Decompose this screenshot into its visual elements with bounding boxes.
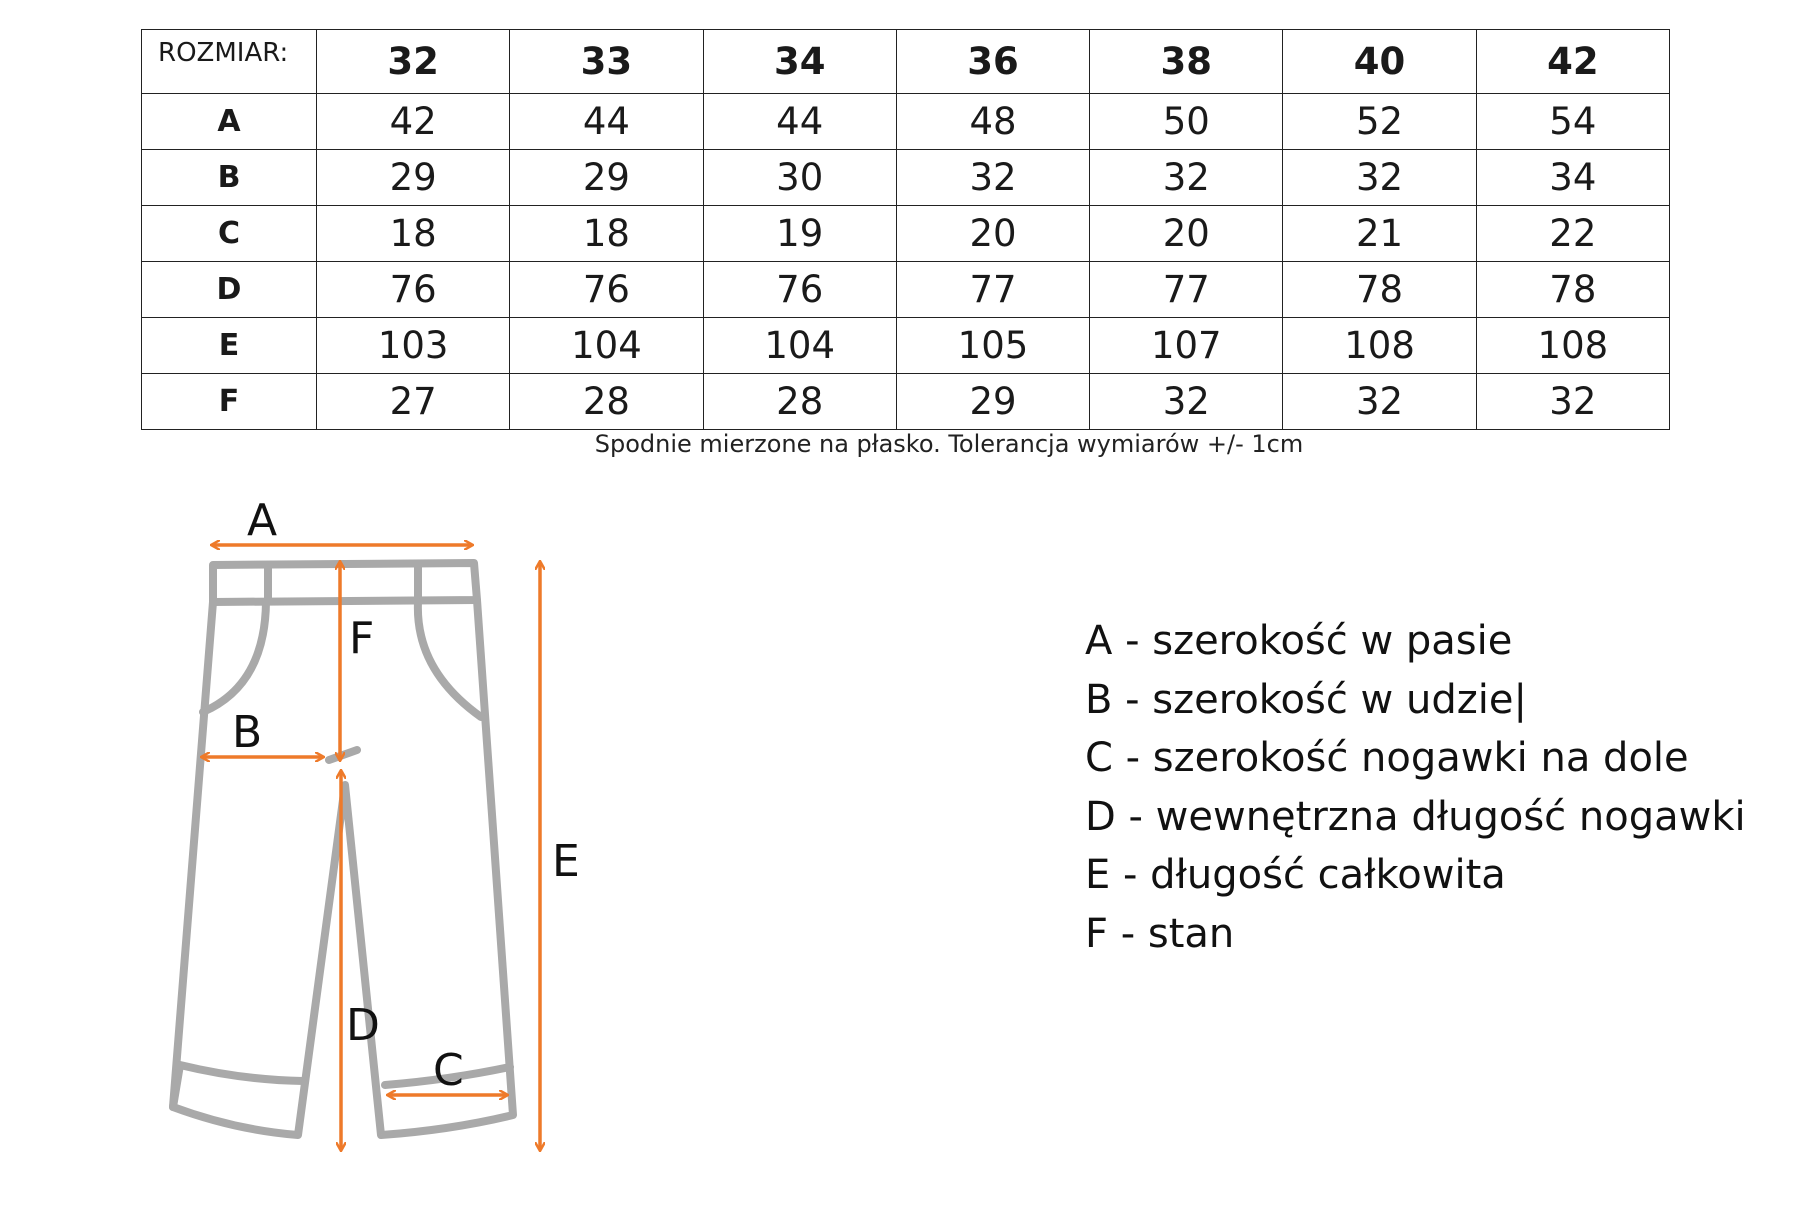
row-label: C [142, 206, 317, 262]
size-header-cell: 36 [896, 30, 1089, 94]
table-cell: 32 [1090, 150, 1283, 206]
size-header-cell: 40 [1283, 30, 1476, 94]
table-cell: 32 [1476, 374, 1669, 430]
table-cell: 32 [1090, 374, 1283, 430]
table-cell: 108 [1476, 318, 1669, 374]
table-cell: 105 [896, 318, 1089, 374]
table-cell: 76 [317, 262, 510, 318]
table-cell: 22 [1476, 206, 1669, 262]
table-cell: 44 [703, 94, 896, 150]
label-b: B [232, 707, 263, 758]
size-header-cell: 42 [1476, 30, 1669, 94]
table-cell: 21 [1283, 206, 1476, 262]
table-cell: 29 [317, 150, 510, 206]
table-cell: 52 [1283, 94, 1476, 150]
table-cell: 30 [703, 150, 896, 206]
table-cell: 104 [510, 318, 703, 374]
table-cell: 77 [896, 262, 1089, 318]
table-cell: 27 [317, 374, 510, 430]
label-a: A [247, 495, 278, 546]
row-label: B [142, 150, 317, 206]
row-label: F [142, 374, 317, 430]
table-cell: 18 [317, 206, 510, 262]
table-cell: 20 [1090, 206, 1283, 262]
label-d: D [346, 1000, 380, 1051]
table-cell: 28 [510, 374, 703, 430]
table-cell: 20 [896, 206, 1089, 262]
table-cell: 19 [703, 206, 896, 262]
row-label: A [142, 94, 317, 150]
table-cell: 29 [896, 374, 1089, 430]
table-cell: 29 [510, 150, 703, 206]
measurement-legend [1085, 612, 1746, 963]
table-cell: 32 [896, 150, 1089, 206]
size-header-cell: 38 [1090, 30, 1283, 94]
size-corner-label: ROZMIAR: [142, 30, 317, 94]
table-cell: 76 [703, 262, 896, 318]
table-cell: 107 [1090, 318, 1283, 374]
measurement-note: Spodnie mierzone na płasko. Tolerancja wymiarów +/- 1cm [594, 430, 1304, 458]
table-cell: 78 [1283, 262, 1476, 318]
label-f: F [349, 613, 375, 664]
label-e: E [552, 836, 580, 887]
row-label: D [142, 262, 317, 318]
table-cell: 78 [1476, 262, 1669, 318]
table-cell: 32 [1283, 374, 1476, 430]
table-cell: 48 [896, 94, 1089, 150]
table-cell: 104 [703, 318, 896, 374]
size-header-cell: 33 [510, 30, 703, 94]
table-cell: 77 [1090, 262, 1283, 318]
table-cell: 108 [1283, 318, 1476, 374]
table-cell: 18 [510, 206, 703, 262]
legend-item: F - stan [1085, 910, 1235, 957]
legend-item: C - szerokość nogawki na dole [1085, 735, 1689, 781]
legend-item: D - wewnętrzna długość nogawki [1085, 793, 1746, 840]
table-cell: 103 [317, 318, 510, 374]
table-cell: 76 [510, 262, 703, 318]
legend-item: A - szerokość w pasie [1085, 618, 1513, 664]
row-label: E [142, 318, 317, 374]
table-cell: 44 [510, 94, 703, 150]
legend-item: B - szerokość w udzie| [1085, 676, 1527, 723]
table-cell: 32 [1283, 150, 1476, 206]
size-header-cell: 32 [317, 30, 510, 94]
size-header-cell: 34 [703, 30, 896, 94]
table-cell: 28 [703, 374, 896, 430]
label-c: C [433, 1045, 464, 1096]
table-cell: 50 [1090, 94, 1283, 150]
table-cell: 34 [1476, 150, 1669, 206]
legend-item: E - długość całkowita [1085, 852, 1506, 898]
table-cell: 54 [1476, 94, 1669, 150]
table-cell: 42 [317, 94, 510, 150]
